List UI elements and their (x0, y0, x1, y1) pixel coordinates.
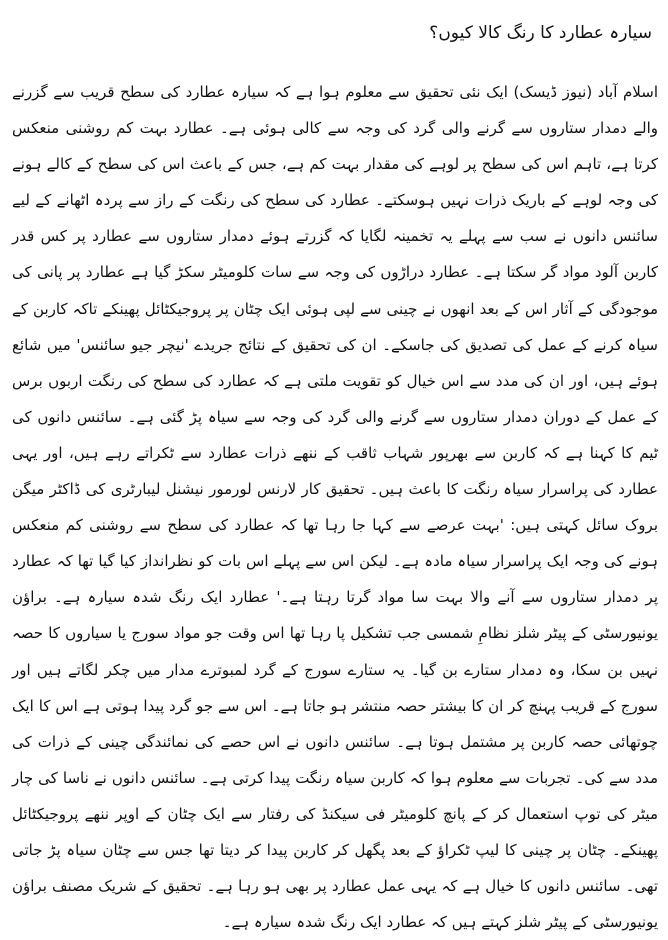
article (12, 18, 658, 940)
article-title: سیارہ عطارد کا رنگ کالا کیوں؟ (429, 23, 652, 43)
article-body: اسلام آباد (نیوز ڈیسک) ایک نئی تحقیق سے معلوم ہوا ہے کہ سیارہ عطارد کی سطح قریب سے گزرنے والے دمدار ستاروں سے گرنے والی گرد کی وجہ سے کالی ہوئی ہے۔ عطارد بہت کم روشنی منعکس کرتا ہے، تاہم اس کی سطح پر لوہے کی مقدار بہت کم ہے، جس کے باعث اس کی سطح کے کالے ہونے کی وجہ لوہے کے باریک ذرات نہیں ہوسکتے۔ عطارد کی سطح کی رنگت کے راز سے پردہ اٹھانے کے لیے سائنس دانوں نے سب سے پہلے یہ تخمینہ لگایا کہ گزرتے ہوئے دمدار ستاروں سے عطارد پر کس قدر کاربن آلود مواد گر سکتا ہے۔ عطارد دراڑوں کی وجہ سے سات کلومیٹر سکڑ گیا ہے عطارد پر پانی کی موجودگی کے آثار اس کے بعد انھوں نے چینی سے لپی ہوئی ایک چٹان پر پروجیکٹائل پھینکے تاکہ کاربن کے سیاہ کرنے کے عمل کی تصدیق کی جاسکے۔ ان کی تحقیق کے نتائج جریدے 'نیچر جیو سائنس' میں شائع ہوئے ہیں، اور ان کی مدد سے اس خیال کو تقویت ملتی ہے کہ عطارد کی سطح کی رنگت اربوں برس کے عمل کے دوران دمدار ستاروں سے گرنے والی گرد کی وجہ سے سیاہ پڑ گئی ہے۔ سائنس دانوں کی ٹیم کا کہنا ہے کہ کاربن سے بھرپور شہاب ثاقب کے ننھے ذرات عطارد سے ٹکراتے رہے ہیں، اور یہی عطارد کی پراسرار سیاہ رنگت کا باعث ہیں۔ تحقیق کار لارنس لورمور نیشنل لیبارٹری کی ڈاکٹر میگن بروک سائل کہتی ہیں: 'بہت عرصے سے کہا جا رہا تھا کہ عطارد کی سطح سے روشنی کم منعکس ہونے کی وجہ ایک پراسرار سیاہ مادہ ہے۔ لیکن اس سے پہلے اس بات کو نظرانداز کیا گیا تھا کہ عطارد پر دمدار ستاروں سے آنے والا بہت سا مواد گرتا رہتا ہے۔' عطارد ایک رنگ شدہ سیارہ ہے۔ براؤن یونیورسٹی کے پیٹر شلز نظامِ شمسی جب تشکیل پا رہا تھا اس وقت جو مواد سورج یا سیاروں کا حصہ نہیں بن سکا، وہ دمدار ستارے بن گیا۔ یہ ستارے سورج کے گرد لمبوترے مدار میں چکر لگاتے ہیں اور سورج کے قریب پہنچ کر ان کا بیشتر حصہ منتشر ہو جاتا ہے۔ اس سے جو گرد پیدا ہوتی ہے اس کا ایک چوتھائی حصہ کاربن پر مشتمل ہوتا ہے۔ سائنس دانوں نے اس حصے کی نمائندگی چینی کے ذرات کی مدد سے کی۔ تجربات سے معلوم ہوا کہ کاربن سیاہ رنگت پیدا کرتی ہے۔ سائنس دانوں نے ناسا کی چار میٹر کی توپ استعمال کر کے پانچ کلومیٹر فی سیکنڈ کی رفتار سے ایک چٹان کے اوپر ننھے پروجیکٹائل پھینکے۔ چٹان پر چینی کا لیپ ٹکراؤ کے بعد پگھل کر کاربن پیدا کر دیتا تھا جس سے چٹان سیاہ پڑ جاتی تھی۔ سائنس دانوں کا خیال ہے کہ یہی عمل عطارد پر بھی ہو رہا ہے۔ تحقیق کے شریک مصنف براؤن یونیورسٹی کے پیٹر شلز کہتے ہیں کہ عطارد ایک رنگ شدہ سیارہ ہے۔ (12, 83, 658, 932)
